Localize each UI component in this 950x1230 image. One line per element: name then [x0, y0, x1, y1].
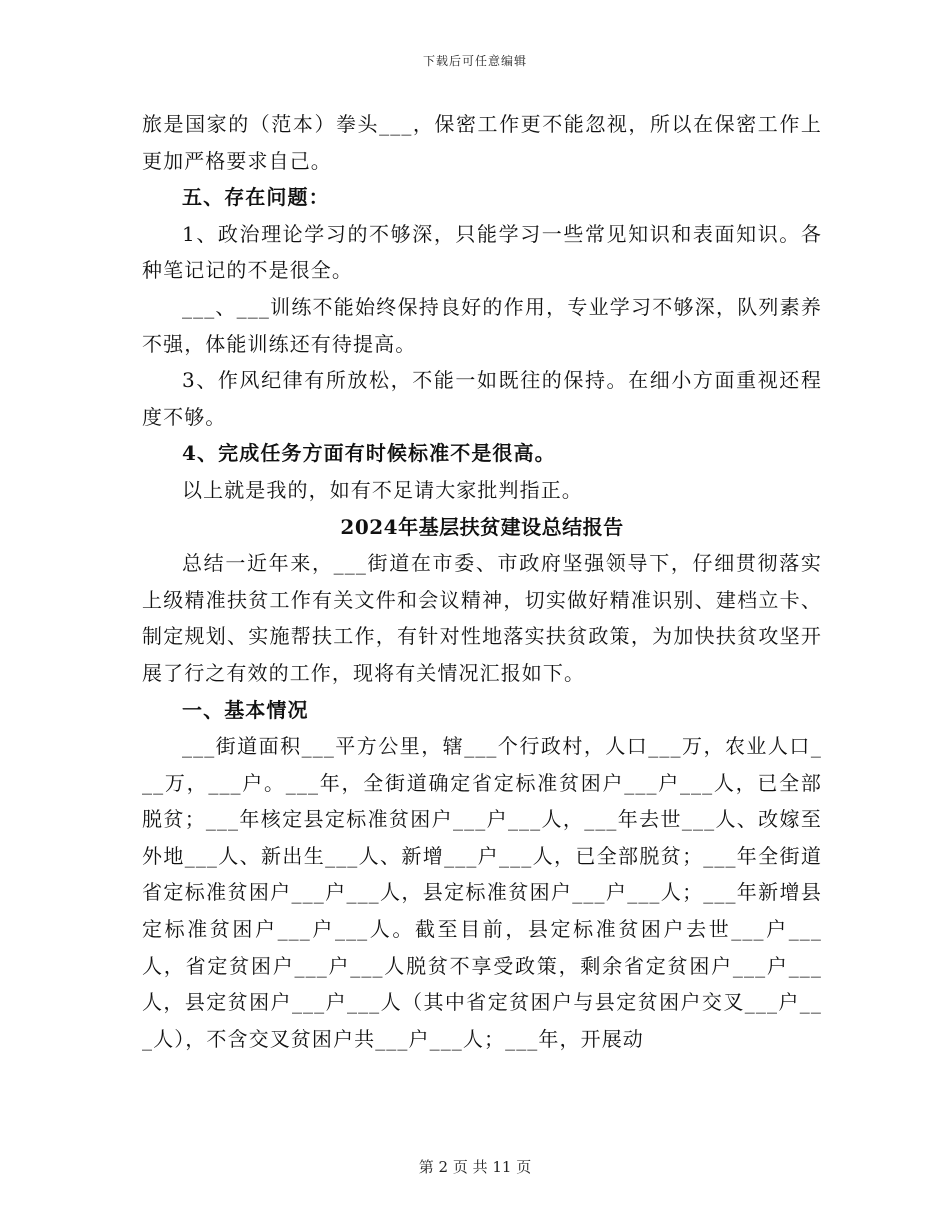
document-body	[142, 106, 822, 1057]
paragraph-continuation: 旅是国家的（范本）拳头___，保密工作更不能忽视，所以在保密工作上更加严格要求自己。	[142, 112, 822, 173]
paragraph-problem-4: 4、完成任务方面有时候标准不是很高。	[182, 441, 556, 466]
paragraph-problem-3: 3、作风纪律有所放松，不能一如既往的保持。在细小方面重视还程度不够。	[142, 368, 822, 429]
paragraph-problem-2: ___、___训练不能始终保持良好的作用，专业学习不够深，队列素养不强，体能训练还有待提高。	[142, 294, 822, 356]
paragraph-problem-1: 1、政治理论学习的不够深，只能学习一些常见知识和表面知识。各种笔记记的不是很全。	[142, 221, 822, 283]
paragraph-closing: 以上就是我的，如有不足请大家批判指正。	[182, 477, 583, 502]
heading-basic-situation: 一、基本情况	[182, 697, 309, 722]
page-header: 下载后可任意编辑	[422, 54, 527, 68]
paragraph-intro: 总结一近年来，___街道在市委、市政府坚强领导下，仔细贯彻落实上级精准扶贫工作有关文件和会议精神，切实做好精准识别、建档立卡、制定规划、实施帮扶工作，有针对性地落实扶贫政策，为加快扶贫攻坚开展了行之有效的工作，现将有关情况汇报如下。	[142, 551, 822, 685]
paragraph-basic-situation: ___街道面积___平方公里，辖___个行政村，人口___万，农业人口___万，___户。___年，全街道确定省定标准贫困户___户___人，已全部脱贫；___年核定县定标准贫困户___户___人，___年去世___人、改嫁至外地___人、新出生___人、新增___户___人，已全部脱贫；___年全街道省定标准贫困户___户___人，县定标准贫困户___户___人；___年新增县定标准贫困户___户___人。截至目前，县定标准贫困户去世___户___人，省定贫困户___户___人脱贫不享受政策，剩余省定贫困户___户___人，县定贫困户___户___人（其中省定贫困户与县定贫困户交叉___户___人），不含交叉贫困户共___户___人；___年，开展动	[142, 734, 822, 1051]
section-title: 2024年基层扶贫建设总结报告	[340, 514, 624, 539]
page-footer: 第 2 页 共 11 页	[418, 1158, 532, 1176]
heading-problems: 五、存在问题：	[182, 185, 330, 210]
